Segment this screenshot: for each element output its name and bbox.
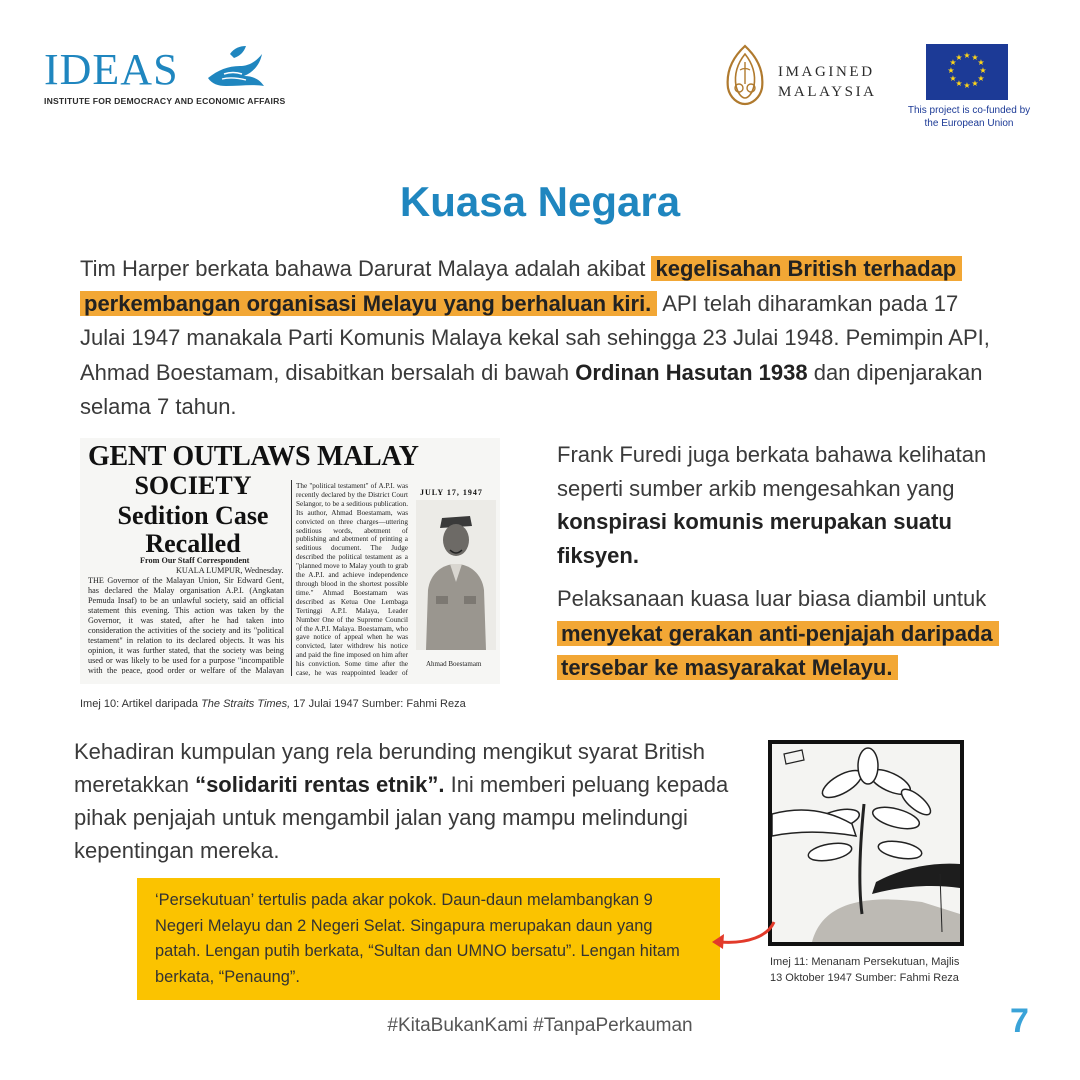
imagined-malaysia-logo-text [778, 62, 877, 102]
eu-caption-line2: the European Union [924, 118, 1014, 129]
intro-highlight: kegelisahan British terhadap perkembangan organisasi Melayu yang berhaluan kiri. [80, 256, 962, 316]
intro-text-1: Tim Harper berkata bahawa Darurat Malaya adalah akibat [80, 256, 652, 281]
ideas-subtitle: INSTITUTE FOR DEMOCRACY AND ECONOMIC AFFAIRS [44, 96, 286, 106]
clipping-body-middle: The "political testament" of A.P.I. was recently declared by the District Court Selangor, to be a seditious publication. Its author, Ahmad Boestamam, was convicted on three charges—uttering seditious words, abetment of publishing and abetment of printing a seditious document. The Judge described the political testament as a "planned move to Malay youth to grab the A.P.I. and achieve independence through blood in the shortest possible time." Ahmad Boestamam was described as Ketua One Lembaga Tertinggi A.P.I. Malaya, Leader Number One of the Supreme Council of the A.P.I. Malaya. Boestamam, who gave notice of appeal when he was convicted, later withdrew his notice and paid the fine imposed on him after his conviction. Some time after the case, he was reappointed leader of [296, 482, 408, 678]
caption-prefix: Imej 10: Artikel daripada [80, 698, 202, 710]
eu-stars-icon [926, 44, 1008, 100]
clipping-headline-4: Recalled [145, 529, 241, 558]
planting-tree-cartoon-icon [772, 744, 960, 942]
svg-text:★: ★ [971, 53, 979, 62]
furedi-paragraph [557, 438, 997, 572]
clipping-byline: From Our Staff Correspondent [140, 556, 250, 565]
svg-text:★: ★ [963, 51, 971, 60]
cartoon-explanation-callout: ‘Persekutuan’ tertulis pada akar pokok. Daun-daun melambangkan 9 Negeri Melayu dan 2 Negeri Selat. Singapura merupakan daun yang patah. Lengan putih berkata, “Sultan dan UMNO bersatu”. Lengan hitam berkata, “Penaung”. [137, 878, 720, 1000]
solidarity-text-2: Ini memberi peluang kepada pihak penjajah untuk mengambil jalan yang mampu melindungi kepentingan mereka. [74, 772, 729, 863]
page-number: 7 [1010, 1002, 1029, 1040]
furedi-text: Frank Furedi juga berkata bahawa kelihatan seperti sumber arkib mengesahkan yang [557, 442, 987, 501]
newspaper-clipping-image [80, 438, 500, 684]
svg-text:★: ★ [955, 53, 963, 62]
portrait-figure-icon [416, 500, 496, 650]
clipping-headline-2: SOCIETY [134, 471, 252, 500]
caption-italic: The Straits Times, [201, 698, 291, 710]
svg-text:★: ★ [963, 81, 971, 90]
powers-paragraph [557, 582, 997, 686]
image10-caption [80, 698, 466, 710]
svg-text:★: ★ [979, 66, 987, 75]
clipping-date: JULY 17, 1947 [420, 488, 483, 497]
eu-caption [892, 104, 1046, 130]
furedi-bold: konspirasi komunis merupakan suatu fiksyen. [557, 509, 952, 568]
svg-text:★: ★ [955, 79, 963, 88]
image11-caption: Imej 11: Menanam Persekutuan, Majlis 13 Oktober 1947 Sumber: Fahmi Reza [770, 956, 960, 984]
solidarity-paragraph [74, 735, 744, 867]
solidarity-bold: “solidariti rentas etnik”. [195, 772, 445, 797]
clipping-headline-1: GENT OUTLAWS MALAY [88, 441, 419, 472]
svg-text:★: ★ [947, 66, 955, 75]
eu-caption-line1: This project is co-funded by [907, 105, 1031, 116]
svg-text:★: ★ [977, 74, 985, 83]
svg-text:★: ★ [971, 79, 979, 88]
caption-suffix: 17 Julai 1947 Sumber: Fahmi Reza [290, 698, 466, 710]
photo-caption: Ahmad Boestamam [426, 660, 482, 668]
imagined-line: IMAGINED [778, 64, 875, 80]
intro-paragraph [80, 252, 1000, 425]
malaysia-line: MALAYSIA [778, 84, 877, 100]
intro-text-2: API telah diharamkan pada 17 Julai 1947 manakala Parti Komunis Malaya kekal sah sehingga 23 Julai 1948. Pemimpin API, Ahmad Boestamam, disabitkan bersalah di bawah [80, 290, 990, 385]
solidarity-text-1: Kehadiran kumpulan yang rela berunding mengikut syarat British meretakkan [74, 739, 706, 797]
intro-text-3: dan dipenjarakan selama 7 tahun. [80, 359, 983, 419]
clipping-divider [291, 480, 292, 676]
svg-text:★: ★ [977, 58, 985, 67]
clipping-dateline: KUALA LUMPUR, Wednesday. [176, 566, 284, 575]
eu-flag [926, 44, 1008, 100]
svg-text:★: ★ [949, 74, 957, 83]
page-title: Kuasa Negara [399, 178, 681, 225]
clipping-headline [88, 442, 488, 472]
persekutuan-cartoon-image [768, 740, 964, 946]
intro-bold: Ordinan Hasutan 1938 [575, 359, 808, 385]
ideas-bird-icon [204, 44, 268, 94]
clipping-headline-3: Sedition Case [117, 501, 269, 530]
imagined-malaysia-emblem-icon [722, 44, 768, 106]
clipping-body-left: THE Governor of the Malayan Union, Sir Edward Gent, has declared the Malay organisation A.P.I. (Angkatan Pemuda Insaf) to be an unlawful society, said an official statement this evening. This action was taken by the Governor, it was stated, after he had taken into consideration the activities of the society and its "political testament" in relation to its declared objects. It was his opinion, it was further stated, that the society was being used or was likely to be used for a purpose "incompatible with the peace, good order or welfare of the Malayan [88, 576, 284, 674]
hashtags: #KitaBukanKami #TanpaPerkauman [387, 1015, 693, 1036]
boestamam-photo [416, 500, 496, 650]
powers-highlight: menyekat gerakan anti-penjajah daripada tersebar ke masyarakat Melayu. [557, 621, 999, 681]
powers-text: Pelaksanaan kuasa luar biasa diambil untuk [557, 586, 987, 611]
ideas-logo-text: IDEAS [44, 45, 179, 94]
red-arrow-icon [708, 918, 778, 958]
svg-text:★: ★ [949, 58, 957, 67]
